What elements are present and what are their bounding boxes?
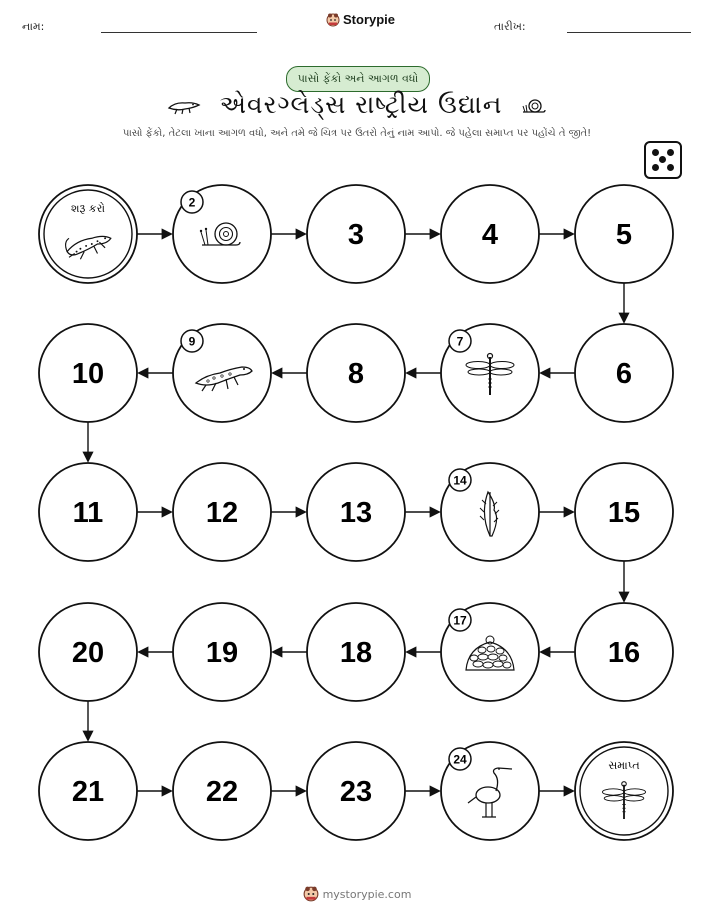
space-number: 16 [607, 637, 641, 669]
space-number: 23 [339, 776, 373, 808]
finish-label: સમાપ્ત [608, 759, 640, 772]
board-space-3[interactable] [307, 185, 405, 283]
space-number: 3 [347, 219, 365, 251]
board-space-10[interactable] [39, 324, 137, 422]
board-space-24[interactable] [441, 742, 539, 840]
date-label: તારીખ: [494, 20, 526, 33]
board-space-2[interactable] [173, 185, 271, 283]
space-number: 5 [615, 219, 633, 251]
space-number: 20 [71, 637, 105, 669]
board-space-17[interactable] [441, 603, 539, 701]
board-space-16[interactable] [575, 603, 673, 701]
brand-name: Storypie [343, 12, 396, 27]
board-space-7[interactable] [441, 324, 539, 422]
board-space-22[interactable] [173, 742, 271, 840]
space-number: 12 [205, 497, 239, 529]
board-space-9[interactable] [173, 324, 271, 422]
space-number: 13 [339, 497, 373, 529]
space-number: 2 [188, 195, 196, 210]
footer-url: mystorypie.com [322, 887, 412, 901]
board-space-20[interactable] [39, 603, 137, 701]
space-number: 17 [453, 613, 467, 628]
board-space-13[interactable] [307, 463, 405, 561]
board-space-5[interactable] [575, 185, 673, 283]
subtitle-badge: પાસો ફેંકો અને આગળ વધો [286, 66, 430, 92]
start-label: શરૂ કરો [70, 202, 106, 215]
board-space-18[interactable] [307, 603, 405, 701]
footer [0, 886, 714, 902]
space-number: 22 [205, 776, 239, 808]
board-space-23[interactable] [307, 742, 405, 840]
board-space-21[interactable] [39, 742, 137, 840]
space-number: 19 [205, 637, 239, 669]
space-number: 21 [71, 776, 105, 808]
space-number: 11 [72, 497, 104, 529]
space-number: 7 [456, 334, 464, 349]
finish-space[interactable] [575, 742, 673, 840]
start-space[interactable] [39, 185, 137, 283]
instructions: પાસો ફેંકો, તેટલા ખાના આગળ વધો, અને તમે જે ચિત્ર પર ઉતરો તેનું નામ આપો. જે પહેલા સમાપ્ત પર પહોંચે તે જીતે! [122, 128, 592, 139]
space-number: 6 [615, 358, 633, 390]
board-space-6[interactable] [575, 324, 673, 422]
space-number: 14 [453, 473, 467, 488]
name-label: નામ: [22, 20, 45, 33]
board-space-4[interactable] [441, 185, 539, 283]
board-space-12[interactable] [173, 463, 271, 561]
title-text: એવરગ્લેડ્સ રાષ્ટ્રીય ઉદ્યાન [219, 90, 503, 119]
storypie-footer-icon [303, 886, 319, 902]
space-number: 15 [607, 497, 641, 529]
space-number: 8 [347, 358, 365, 390]
space-number: 18 [339, 637, 373, 669]
board-space-11[interactable] [39, 463, 137, 561]
space-number: 9 [188, 334, 196, 349]
board-space-19[interactable] [173, 603, 271, 701]
space-number: 24 [453, 752, 467, 767]
board-space-8[interactable] [307, 324, 405, 422]
space-number: 4 [481, 219, 499, 251]
board-space-14[interactable] [441, 463, 539, 561]
board-space-15[interactable] [575, 463, 673, 561]
space-number: 10 [71, 358, 105, 390]
